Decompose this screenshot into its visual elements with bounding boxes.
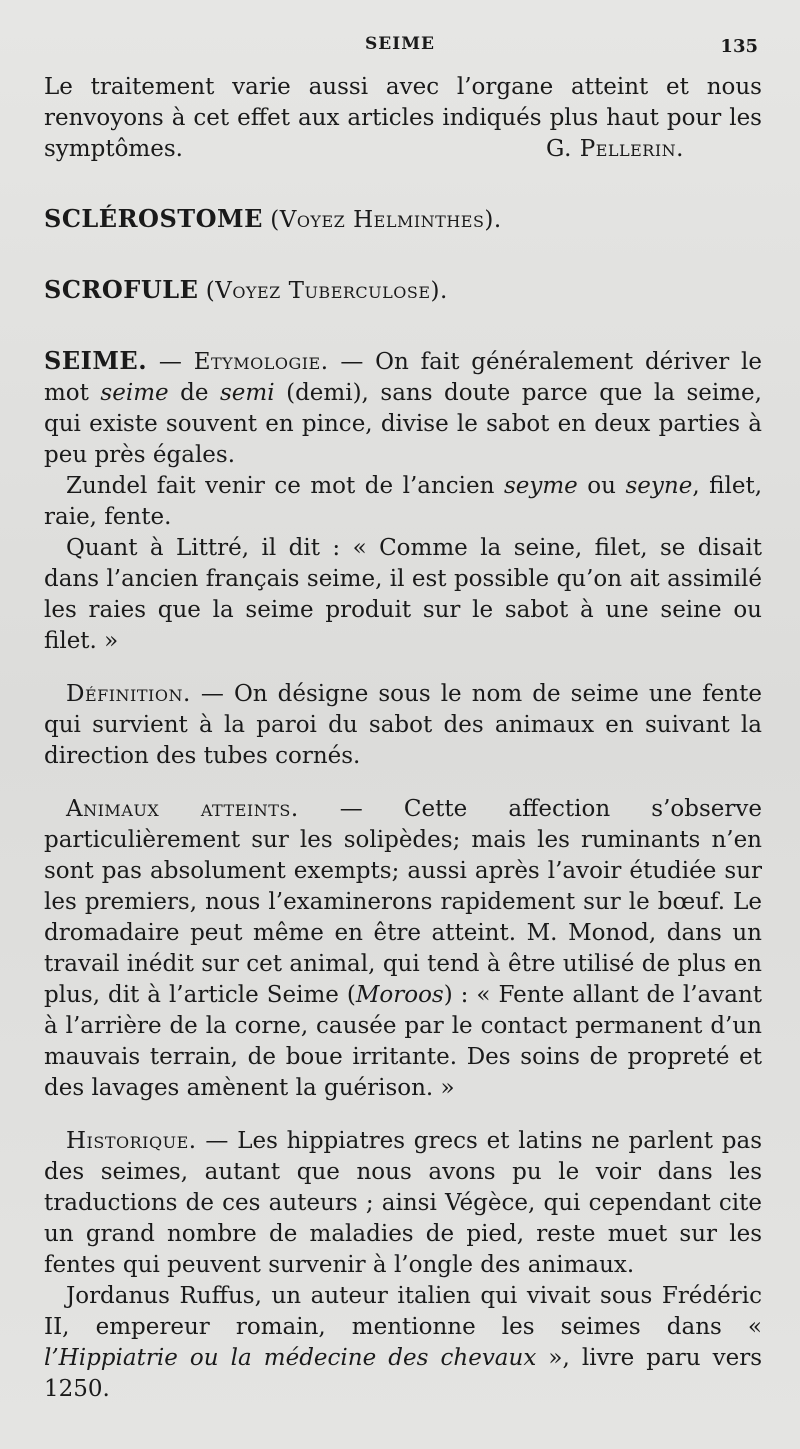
etymology-term-semi: semi <box>220 380 275 406</box>
zundel-text: Zundel fait venir ce mot de l’ancien <box>66 473 504 499</box>
body-text <box>44 72 762 1405</box>
animals-label: Animaux atteints. <box>66 796 299 822</box>
etymology-label: Etymologie. <box>193 349 329 375</box>
etymology-term-seime: seime <box>100 380 169 406</box>
sclerostome-term: SCLÉROSTOME <box>44 204 263 233</box>
jordanus-paragraph <box>44 1281 762 1405</box>
separator-dash: — <box>147 349 194 375</box>
zundel-term-seyme: seyme <box>503 473 578 499</box>
separator-dash: — <box>328 349 376 375</box>
etymology-text: On fait généralement dériver le mot <box>44 349 763 406</box>
sclerostome-entry <box>44 203 762 236</box>
separator-dash: — <box>196 1128 238 1154</box>
seime-term: SEIME. <box>44 346 148 375</box>
definition-text: On désigne sous le nom de seime une fente qui survient à la paroi du sabot des animaux en suivant la direction des tubes cornés. <box>44 681 763 769</box>
author-signature: G. Pellerin. <box>546 136 684 162</box>
zundel-paragraph <box>44 471 762 533</box>
littre-text: Quant à Littré, il dit : « Comme la seine, filet, se disait dans l’ancien français seime, il est possible qu’on ait assimilé les raies que la seime produit sur le sabot à une seine ou filet. » <box>44 535 762 654</box>
separator-dash: — <box>298 796 404 822</box>
definition-label: Définition. <box>66 681 191 707</box>
history-label: Historique. <box>66 1128 197 1154</box>
page-number: 135 <box>720 36 758 57</box>
etymology-paragraph <box>44 345 762 471</box>
book-title: l’Hippiatrie ou la médecine des chevaux <box>44 1345 537 1371</box>
zundel-text: , filet, raie, fente. <box>44 473 762 530</box>
zundel-text: ou <box>577 473 626 499</box>
etymology-text: de <box>168 380 220 406</box>
definition-paragraph <box>44 679 762 772</box>
littre-paragraph <box>44 533 762 657</box>
sclerostome-reference: (Voyez Helminthes). <box>270 207 502 233</box>
running-title: SEIME <box>365 34 435 54</box>
animals-paragraph <box>44 794 762 1104</box>
running-head <box>0 34 800 60</box>
separator-dash: — <box>190 681 234 707</box>
scrofule-reference: (Voyez Tuberculose). <box>205 278 448 304</box>
animals-text: Cette affection s’observe particulièrement sur les solipèdes; mais les ruminants n’en sont pas absolument exempts; aussi après l’avoir étudiée sur les premiers, nous l’examinerons rapidement sur le bœuf. Le dromadaire peut même en être atteint. M. Monod, dans un travail inédit sur cet animal, qui tend à être utilisé de plus en plus, dit à l’article Seime ( <box>44 796 762 1008</box>
scrofule-term: SCROFULE <box>44 275 199 304</box>
zundel-term-seyne: seyne <box>625 473 693 499</box>
history-paragraph <box>44 1126 762 1281</box>
jordanus-text: », livre paru vers 1250. <box>44 1345 762 1402</box>
scrofule-entry <box>44 274 762 307</box>
animals-term-moroos: Moroos <box>355 982 444 1008</box>
etymology-text: (demi), sans doute parce que la seime, qui existe souvent en pince, divise le sabot en deux parties à peu près égales. <box>44 380 762 468</box>
intro-text: Le traitement varie aussi avec l’organe atteint et nous renvoyons à cet effet aux articles indiqués plus haut pour les symptômes. <box>44 74 762 162</box>
history-text: Les hippiatres grecs et latins ne parlent pas des seimes, autant que nous avons pu le voir dans les traductions de ces auteurs ; ainsi Végèce, qui cependant cite un grand nombre de maladies de pied, reste muet sur les fentes qui peuvent survenir à l’ongle des animaux. <box>44 1128 763 1278</box>
animals-text: ) : « Fente allant de l’avant à l’arrière de la corne, causée par le contact permanent d’un mauvais terrain, de boue irritante. Des soins de propreté et des lavages amènent la guérison. » <box>44 982 762 1101</box>
jordanus-text: Jordanus Ruffus, un auteur italien qui vivait sous Frédéric II, empereur romain, mentionne les seimes dans « <box>44 1283 762 1340</box>
